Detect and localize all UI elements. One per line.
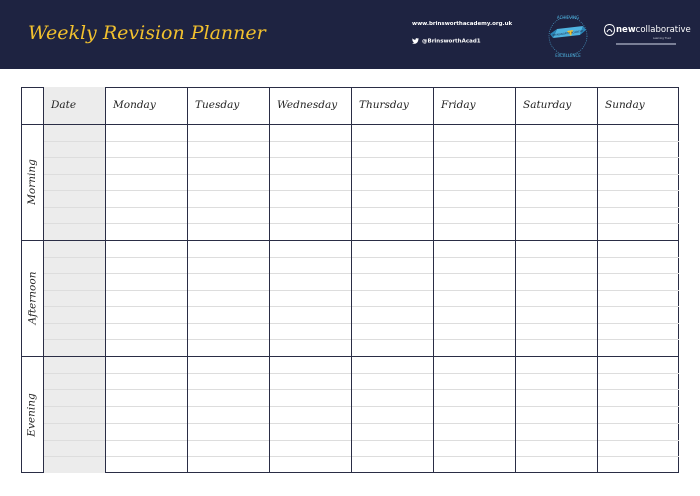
column-header-friday: Friday: [441, 99, 476, 111]
column-header-sunday: Sunday: [605, 99, 645, 111]
table-frame: [21, 87, 679, 473]
column-header-tuesday: Tuesday: [195, 99, 240, 111]
column-divider: [515, 87, 516, 473]
column-header-saturday: Saturday: [523, 99, 572, 111]
ruled-writing-line: [43, 389, 679, 390]
row-divider: [21, 240, 679, 241]
ruled-writing-line: [43, 339, 679, 340]
ruled-writing-line: [43, 223, 679, 224]
date-column-shade: [43, 87, 105, 473]
column-header-wednesday: Wednesday: [277, 99, 338, 111]
new-collaborative-logo-icon: [604, 24, 615, 36]
column-header-date: Date: [51, 99, 77, 111]
row-header-label: Evening: [26, 392, 39, 437]
row-header-morning: [21, 124, 43, 240]
row-header-evening: [21, 356, 43, 473]
partner-logo-text: [616, 25, 691, 35]
column-header-thursday: Thursday: [359, 99, 409, 111]
ruled-writing-line: [43, 423, 679, 424]
ruled-writing-line: [43, 456, 679, 457]
row-divider: [21, 356, 679, 357]
ruled-writing-line: [43, 373, 679, 374]
row-header-afternoon: [21, 240, 43, 356]
partner-brand-rest: collaborative: [635, 25, 691, 35]
column-divider: [433, 87, 434, 473]
academy-badge-logo: [543, 12, 593, 60]
badge-ribbon-text: BRINSWORTH ACADEMY: [552, 29, 584, 38]
twitter-icon: [412, 38, 419, 44]
column-divider: [351, 87, 352, 473]
twitter-handle-text: @BrinsworthAcad1: [422, 38, 481, 45]
partner-tagline-bar: [616, 43, 676, 45]
row-header-label: Morning: [26, 159, 39, 205]
ruled-writing-line: [43, 273, 679, 274]
column-divider: [597, 87, 598, 473]
column-divider: [269, 87, 270, 473]
twitter-handle[interactable]: [412, 38, 481, 45]
column-header-monday: Monday: [113, 99, 156, 111]
row-header-label: Afternoon: [26, 271, 38, 325]
website-link[interactable]: www.brinsworthacademy.org.uk: [412, 21, 513, 27]
ruled-writing-line: [43, 157, 679, 158]
column-divider: [43, 87, 44, 473]
ruled-writing-line: [43, 306, 679, 307]
ruled-writing-line: [43, 141, 679, 142]
badge-bottom-text: EXCELLENCE: [555, 53, 581, 58]
badge-top-text: ACHIEVING: [556, 15, 580, 20]
ruled-writing-line: [43, 440, 679, 441]
partner-brand-bold: new: [616, 25, 636, 35]
page-header: [0, 0, 700, 69]
ruled-writing-line: [43, 257, 679, 258]
ruled-writing-line: [43, 207, 679, 208]
column-divider: [187, 87, 188, 473]
column-divider: [105, 87, 106, 473]
row-divider: [21, 124, 679, 125]
partner-subtitle: Learning Trust: [653, 37, 671, 40]
revision-planner-table: [21, 87, 679, 473]
ruled-writing-line: [43, 190, 679, 191]
ruled-writing-line: [43, 406, 679, 407]
ruled-writing-line: [43, 174, 679, 175]
page-title: Weekly Revision Planner: [28, 22, 266, 44]
ruled-writing-line: [43, 290, 679, 291]
ruled-writing-line: [43, 323, 679, 324]
